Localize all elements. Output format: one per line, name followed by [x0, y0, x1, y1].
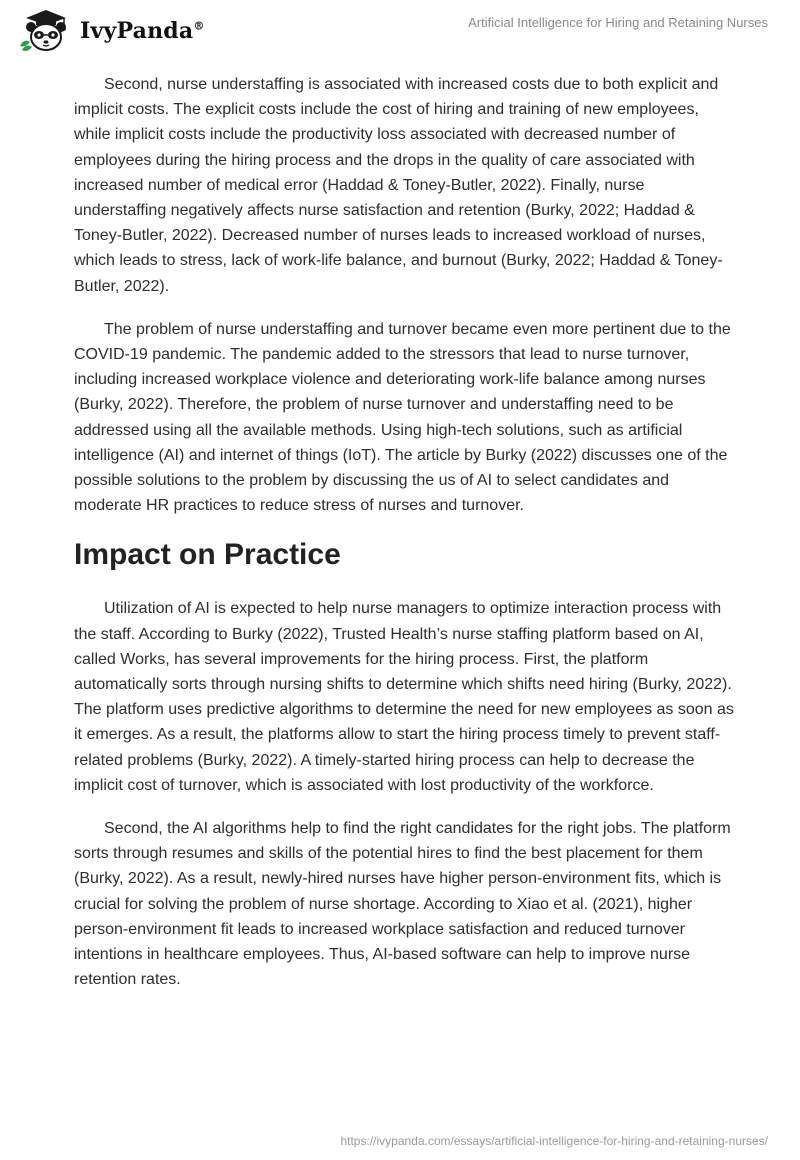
- page-header: [0, 0, 800, 64]
- brand-name: [80, 18, 205, 44]
- registered-mark: ®: [193, 19, 205, 33]
- brand-logo[interactable]: [14, 8, 214, 54]
- paragraph-understaffing-costs: Second, nurse understaffing is associated with increased costs due to both explicit and implicit costs. The explicit costs include the cost of hiring and training of new employees, while implicit costs include the productivity loss associated with decreased number of employees during the hiring process and the drops in the quality of care associated with increased number of medical error (Haddad & Toney-Butler, 2022). Finally, nurse understaffing negatively affects nurse satisfaction and retention (Burky, 2022; Haddad & Toney-Butler, 2022). Decreased number of nurses leads to increased workload of nurses, which leads to stress, lack of work-life balance, and burnout (Burky, 2022; Haddad & Toney-Butler, 2022).: [74, 76, 723, 295]
- section-heading-impact: Impact on Practice: [74, 538, 341, 572]
- brand-name-text: IvyPanda: [80, 18, 194, 44]
- panda-graduate-logo-icon: [14, 8, 78, 54]
- essay-body: [74, 72, 734, 1011]
- document-title: Artificial Intelligence for Hiring and Retaining Nurses: [468, 15, 768, 30]
- paragraph-ai-hiring-process: Utilization of AI is expected to help nurse managers to optimize interaction process with the staff. According to Burky (2022), Trusted Health’s nurse staffing platform based on AI, called Works, has several improvements for the hiring process. First, the platform automatically sorts through nursing shifts to determine which shifts need hiring (Burky, 2022). The platform uses predictive algorithms to determine the need for new employees as soon as it emerges. As a result, the platforms allow to start the hiring process timely to prevent staff-related problems (Burky, 2022). A timely-started hiring process can help to decrease the implicit cost of turnover, which is associated with lost productivity of the workforce.: [74, 600, 734, 794]
- paragraph-ai-candidate-matching: Second, the AI algorithms help to find the right candidates for the right jobs. The platform sorts through resumes and skills of the potential hires to find the best placement for them (Burky, 2022). As a result, newly-hired nurses have higher person-environment fits, which is crucial for solving the problem of nurse shortage. According to Xiao et al. (2021), higher person-environment fit leads to increased workplace satisfaction and reduced turnover intentions in healthcare employees. Thus, AI-based software can help to improve nurse retention rates.: [74, 820, 731, 989]
- source-url[interactable]: https://ivypanda.com/essays/artificial-intelligence-for-hiring-and-retaining-nurses/: [340, 1134, 768, 1148]
- paragraph-covid-turnover: The problem of nurse understaffing and turnover became even more pertinent due to the COVID-19 pandemic. The pandemic added to the stressors that lead to nurse turnover, including increased workplace violence and deteriorating work-life balance among nurses (Burky, 2022). Therefore, the problem of nurse turnover and understaffing need to be addressed using all the available methods. Using high-tech solutions, such as artificial intelligence (AI) and internet of things (IoT). The article by Burky (2022) discusses one of the possible solutions to the problem by discussing the us of AI to select candidates and moderate HR practices to reduce stress of nurses and turnover.: [74, 320, 731, 515]
